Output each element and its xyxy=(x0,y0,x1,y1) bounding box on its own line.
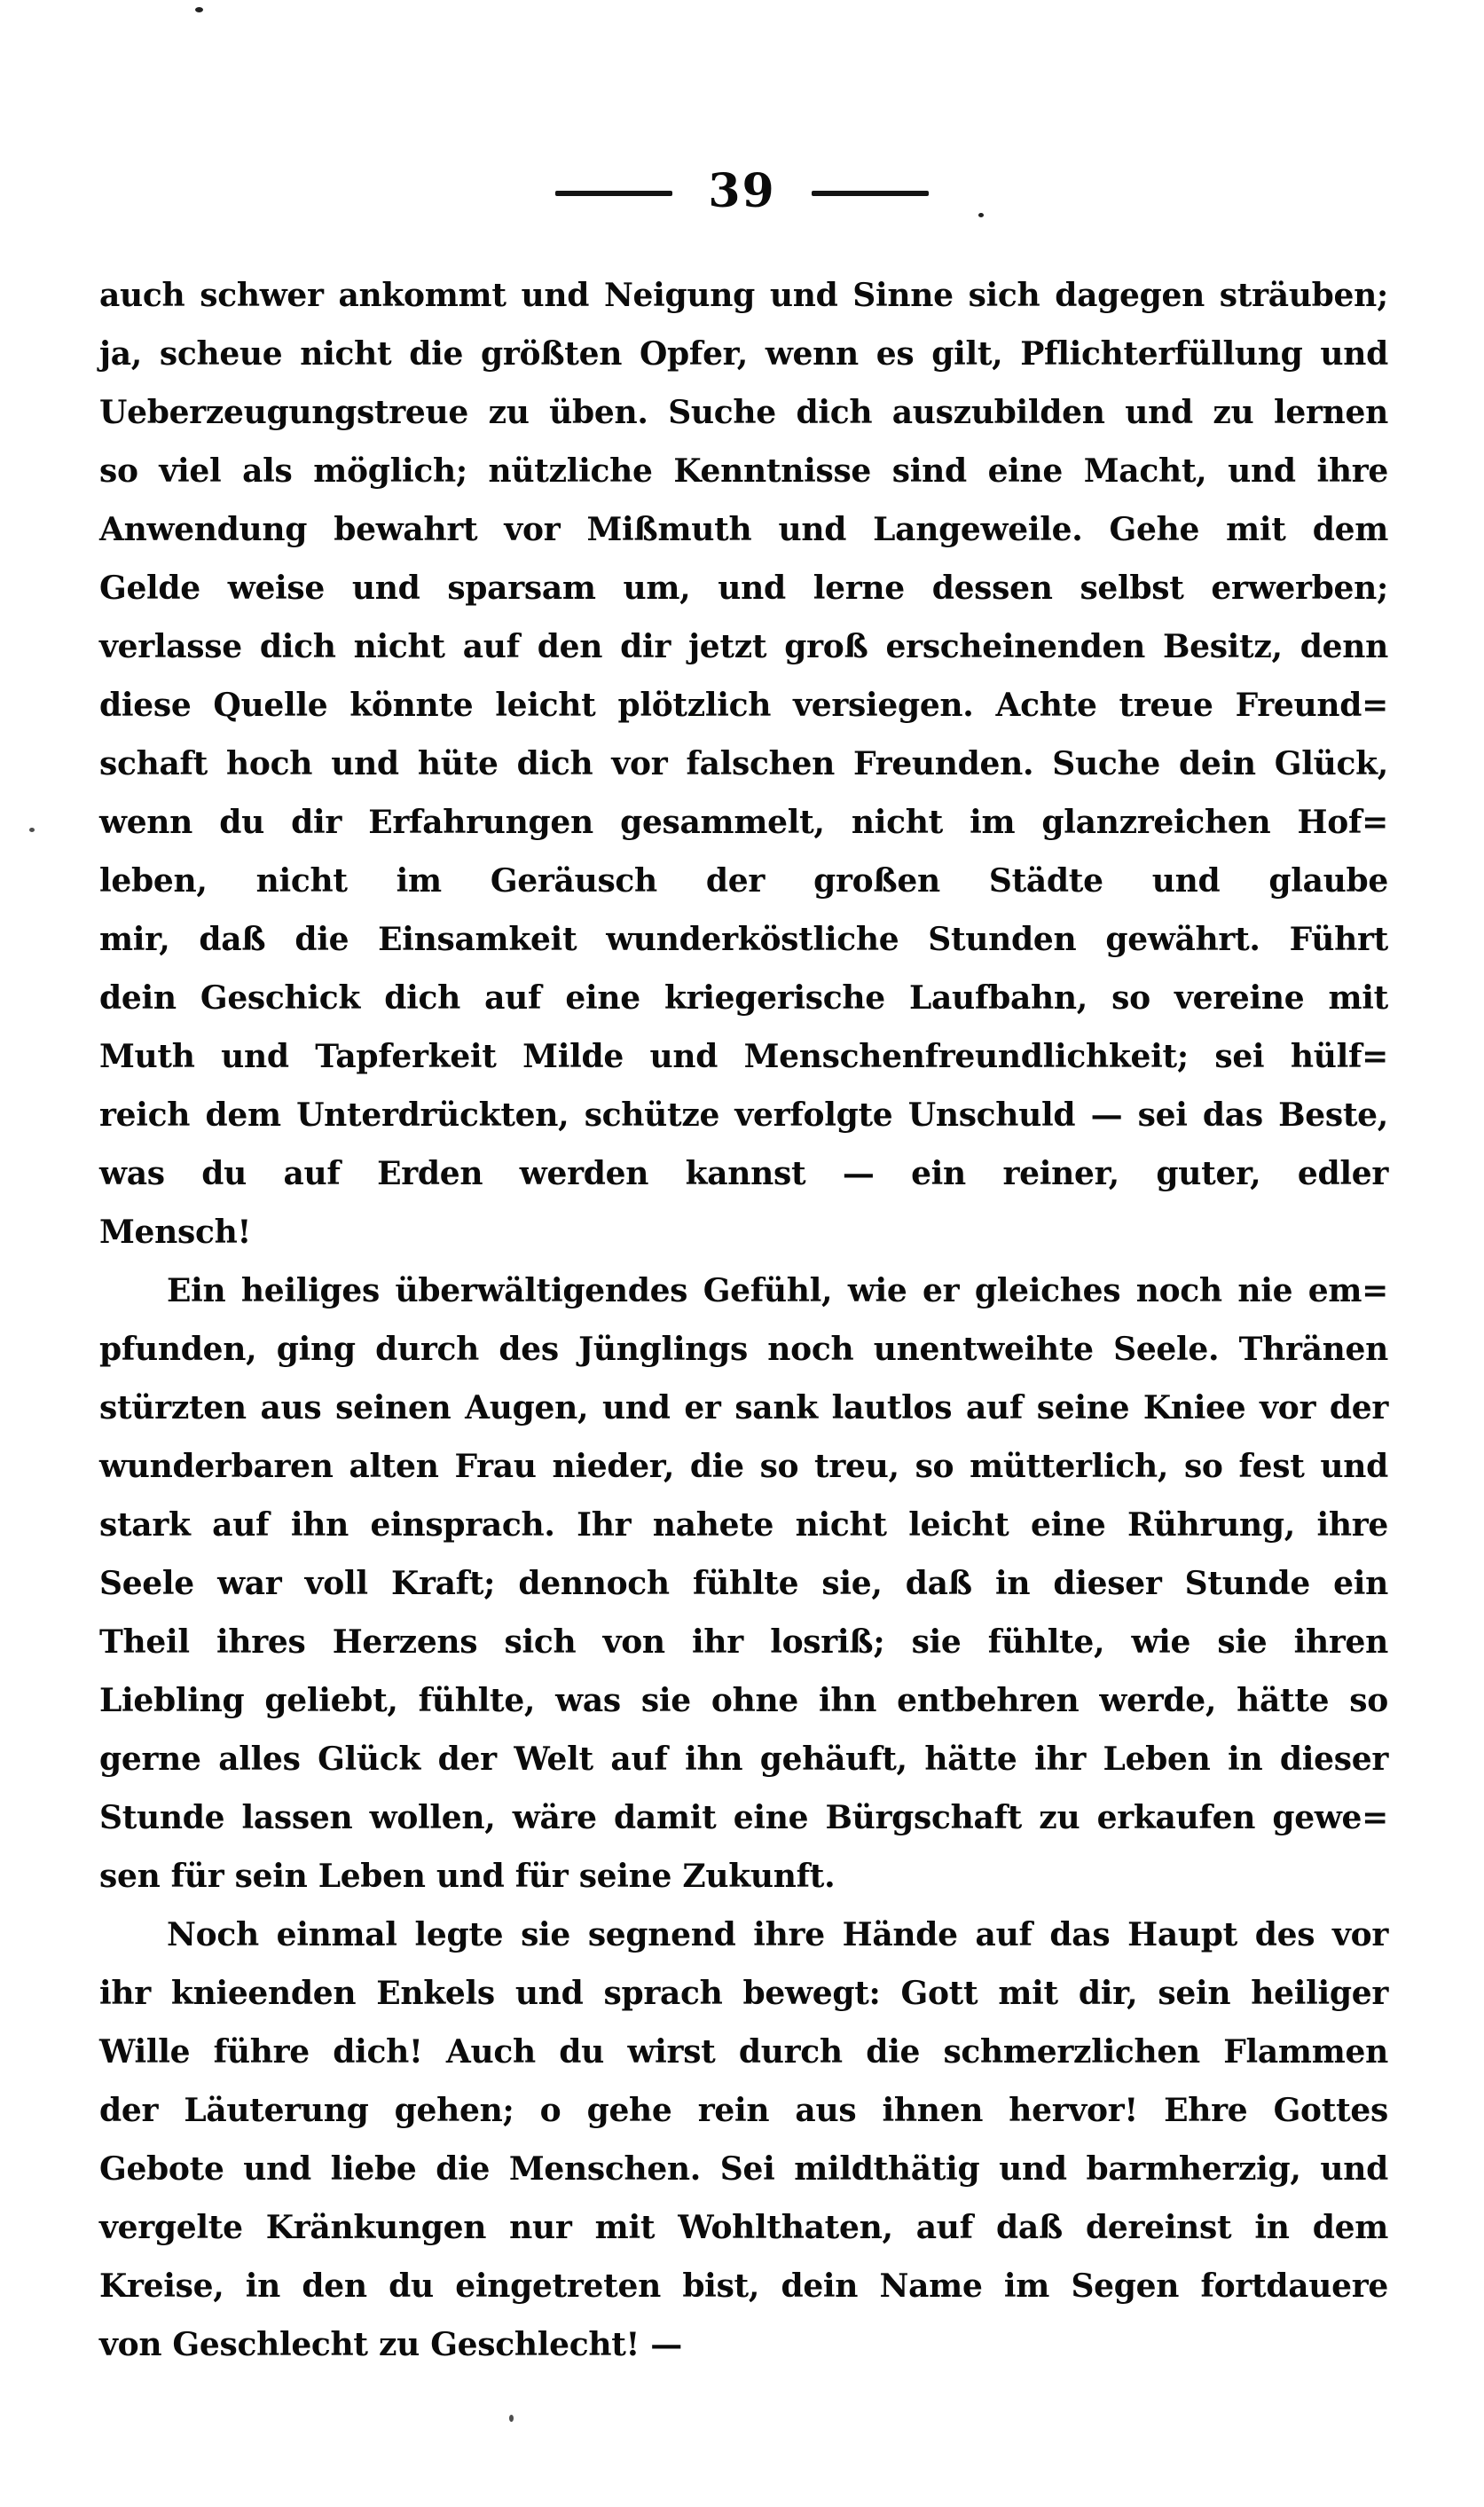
text-line: Mensch! xyxy=(99,1214,251,1251)
text-line: leben, nicht im Geräusch der großen Städte und glaube xyxy=(99,862,1388,900)
scan-speck xyxy=(509,2415,514,2422)
text-line: Ein heiliges überwältigendes Gefühl, wie er gleiches noch nie em= xyxy=(167,1272,1388,1309)
text-line: Gelde weise und sparsam um, und lerne dessen selbst erwerben; xyxy=(99,570,1388,607)
scan-speck xyxy=(978,213,984,217)
text-line: Kreise, in den du eingetreten bist, dein Name im Segen fortdauere xyxy=(99,2267,1388,2305)
text-line: diese Quelle könnte leicht plötzlich versiegen. Achte treue Freund= xyxy=(99,687,1388,724)
text-line: Liebling geliebt, fühlte, was sie ohne ihn entbehren werde, hätte so xyxy=(99,1682,1388,1719)
text-line: reich dem Unterdrückten, schütze verfolgte Unschuld — sei das Beste, xyxy=(99,1096,1388,1134)
text-line: sen für sein Leben und für seine Zukunft. xyxy=(99,1858,836,1895)
text-line: gerne alles Glück der Welt auf ihn gehäuft, hätte ihr Leben in dieser xyxy=(99,1741,1388,1778)
header-left-rule xyxy=(555,191,672,196)
text-block xyxy=(99,266,1388,2374)
text-line: Gebote und liebe die Menschen. Sei mildthätig und barmherzig, und xyxy=(99,2150,1388,2188)
text-line: stürzten aus seinen Augen, und er sank lautlos auf seine Kniee vor der xyxy=(99,1389,1388,1426)
text-line: Ueberzeugungstreue zu üben. Suche dich auszubilden und zu lernen xyxy=(99,394,1388,431)
scan-speck xyxy=(195,7,203,12)
text-line: Stunde lassen wollen, wäre damit eine Bürgschaft zu erkaufen gewe= xyxy=(99,1799,1388,1836)
text-line: Seele war voll Kraft; dennoch fühlte sie, daß in dieser Stunde ein xyxy=(99,1565,1388,1602)
text-line: wenn du dir Erfahrungen gesammelt, nicht im glanzreichen Hof= xyxy=(99,804,1388,841)
text-line: pfunden, ging durch des Jünglings noch unentweihte Seele. Thränen xyxy=(99,1331,1388,1368)
text-line: Noch einmal legte sie segnend ihre Hände auf das Haupt des vor xyxy=(167,1916,1388,1953)
text-line: dein Geschick dich auf eine kriegerische Laufbahn, so vereine mit xyxy=(99,979,1388,1017)
text-line: schaft hoch und hüte dich vor falschen Freunden. Suche dein Glück, xyxy=(99,745,1388,782)
page-header xyxy=(0,165,1484,222)
text-line: ihr knieenden Enkels und sprach bewegt: Gott mit dir, sein heiliger xyxy=(99,1975,1388,2012)
text-line: wunderbaren alten Frau nieder, die so treu, so mütterlich, so fest und xyxy=(99,1448,1388,1485)
text-line: vergelte Kränkungen nur mit Wohlthaten, auf daß dereinst in dem xyxy=(99,2209,1388,2246)
text-line: Theil ihres Herzens sich von ihr losriß; sie fühlte, wie sie ihren xyxy=(99,1623,1388,1661)
page-number: 39 xyxy=(708,164,776,218)
text-line: ja, scheue nicht die größten Opfer, wenn es gilt, Pflichterfüllung und xyxy=(99,335,1388,373)
text-line: was du auf Erden werden kannst — ein reiner, guter, edler xyxy=(99,1155,1388,1192)
text-line: Muth und Tapferkeit Milde und Menschenfreundlichkeit; sei hülf= xyxy=(99,1038,1388,1075)
header-right-rule xyxy=(812,191,929,196)
scan-speck xyxy=(29,828,35,832)
text-line: verlasse dich nicht auf den dir jetzt groß erscheinenden Besitz, denn xyxy=(99,628,1388,665)
text-line: von Geschlecht zu Geschlecht! — xyxy=(99,2326,682,2363)
text-line: mir, daß die Einsamkeit wunderköstliche Stunden gewährt. Führt xyxy=(99,921,1388,958)
text-line: Wille führe dich! Auch du wirst durch die schmerzlichen Flammen xyxy=(99,2033,1388,2071)
text-line: auch schwer ankommt und Neigung und Sinne sich dagegen sträuben; xyxy=(99,277,1388,314)
text-line: so viel als möglich; nützliche Kenntnisse sind eine Macht, und ihre xyxy=(99,452,1388,490)
text-line: Anwendung bewahrt vor Mißmuth und Langeweile. Gehe mit dem xyxy=(99,511,1388,548)
text-line: der Läuterung gehen; o gehe rein aus ihnen hervor! Ehre Gottes xyxy=(99,2092,1388,2129)
text-line: stark auf ihn einsprach. Ihr nahete nicht leicht eine Rührung, ihre xyxy=(99,1506,1388,1544)
